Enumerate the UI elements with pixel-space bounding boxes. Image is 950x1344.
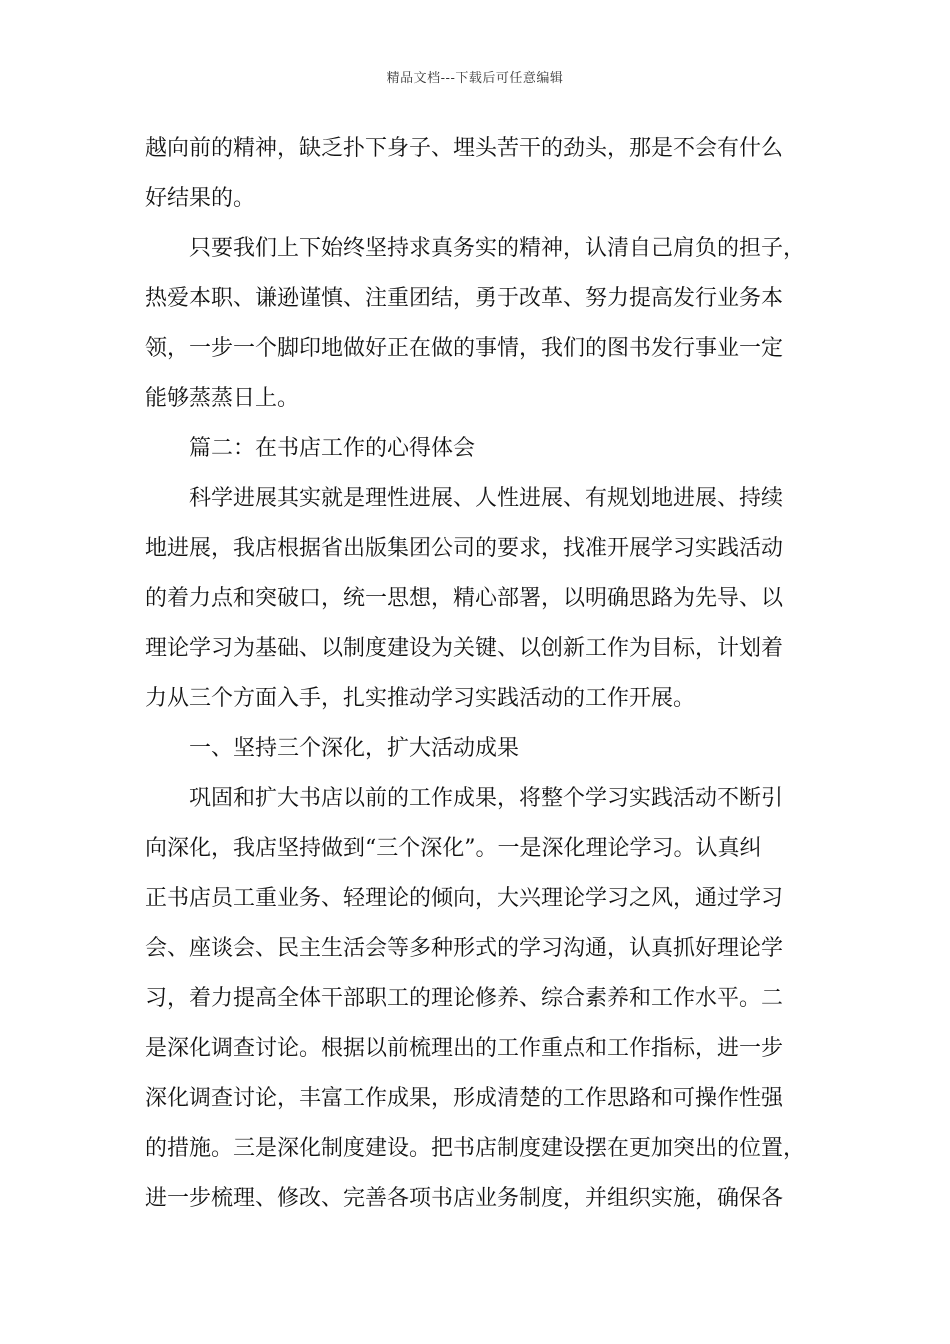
text-line: 是深化调查讨论。根据以前梳理出的工作重点和工作指标，进一步: [145, 1036, 784, 1061]
text-line: 好结果的。: [145, 186, 256, 211]
text-line: 越向前的精神，缺乏扑下身子、埋头苦干的劲头，那是不会有什么: [145, 136, 784, 161]
text-line: 正书店员工重业务、轻理论的倾向，大兴理论学习之风，通过学习: [145, 886, 784, 911]
text-line: 向深化，我店坚持做到“三个深化”。一是深化理论学习。认真纠: [145, 836, 762, 861]
text-line: 会、座谈会、民主生活会等多种形式的学习沟通，认真抓好理论学: [145, 936, 784, 961]
text-line: 的着力点和突破口，统一思想，精心部署，以明确思路为先导、以: [145, 586, 784, 611]
page-header: 精品文档---下载后可任意编辑: [386, 71, 564, 86]
paragraph-start-line: 只要我们上下始终坚持求真务实的精神，认清自己肩负的担子，: [189, 236, 806, 261]
text-line: 习，着力提高全体干部职工的理论修养、综合素养和工作水平。二: [145, 986, 784, 1011]
document-body: [145, 124, 827, 1224]
text-line: 进一步梳理、修改、完善各项书店业务制度，并组织实施，确保各: [145, 1186, 784, 1211]
text-line: 热爱本职、谦逊谨慎、注重团结，勇于改革、努力提高发行业务本: [145, 286, 784, 311]
text-line: 深化调查讨论，丰富工作成果，形成清楚的工作思路和可操作性强: [145, 1086, 784, 1111]
text-line: 理论学习为基础、以制度建设为关键、以创新工作为目标，计划着: [145, 636, 784, 661]
text-line: 地进展，我店根据省出版集团公司的要求，找准开展学习实践活动: [145, 536, 784, 561]
paragraph-start-line: 巩固和扩大书店以前的工作成果，将整个学习实践活动不断引: [189, 786, 784, 811]
section-heading: 篇二：在书店工作的心得体会: [189, 436, 476, 461]
text-line: 领，一步一个脚印地做好正在做的事情，我们的图书发行事业一定: [145, 336, 784, 361]
subsection-heading: 一、坚持三个深化，扩大活动成果: [189, 736, 520, 761]
text-line: 能够蒸蒸日上。: [145, 386, 300, 411]
paragraph-start-line: 科学进展其实就是理性进展、人性进展、有规划地进展、持续: [189, 486, 784, 511]
text-line: 力从三个方面入手，扎实推动学习实践活动的工作开展。: [145, 686, 696, 711]
text-line: 的措施。三是深化制度建设。把书店制度建设摆在更加突出的位置，: [145, 1136, 806, 1161]
